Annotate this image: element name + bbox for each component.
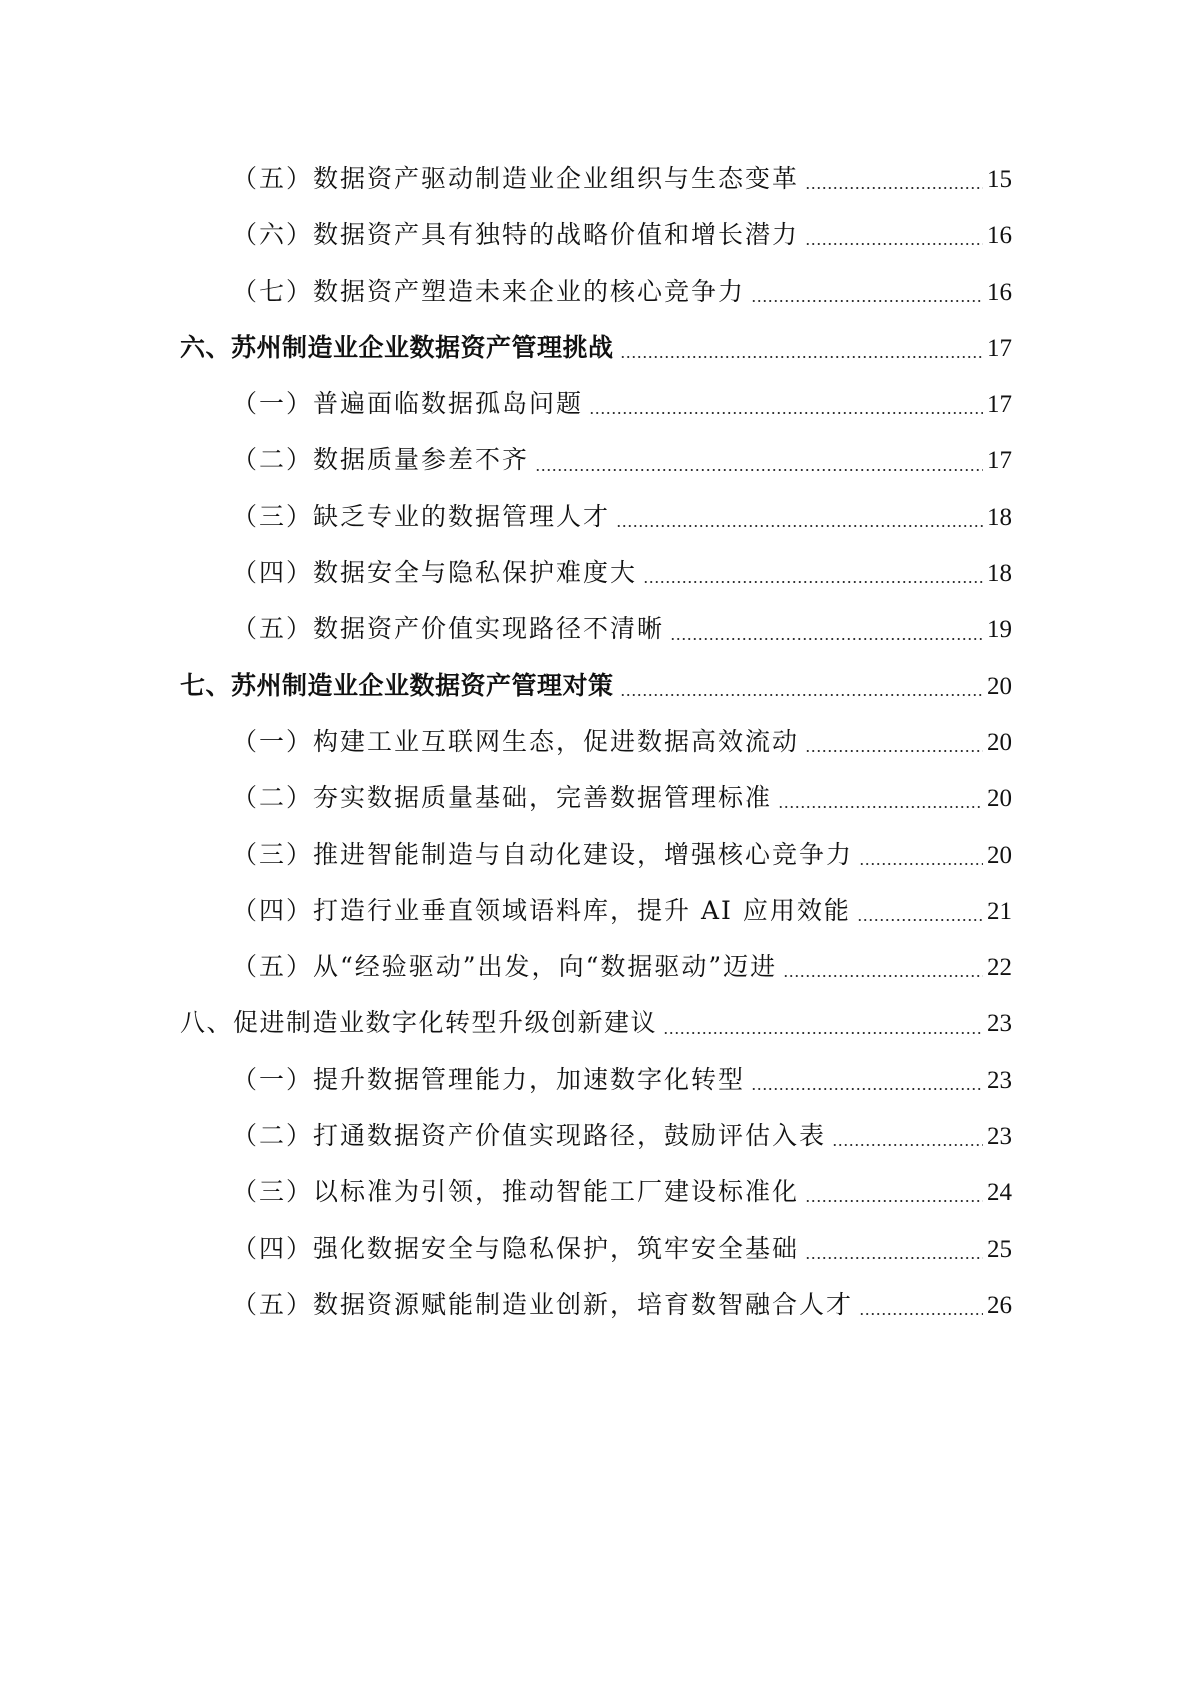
toc-entry-title: （三）缺乏专业的数据管理人才 — [232, 501, 611, 531]
toc-chapter-entry[interactable] — [180, 658, 1012, 714]
toc-entry-title: （三）推进智能制造与自动化建设，增强核心竞争力 — [232, 839, 854, 869]
toc-entry-title: （一）提升数据管理能力，加速数字化转型 — [232, 1064, 746, 1094]
toc-entry-title: （六）数据资产具有独特的战略价值和增长潜力 — [232, 220, 800, 250]
dot-leader — [589, 410, 983, 416]
toc-entry[interactable] — [180, 1164, 1012, 1220]
toc-entry[interactable] — [180, 770, 1012, 826]
toc-entry[interactable] — [180, 601, 1012, 657]
dot-leader — [643, 579, 983, 585]
toc-entry[interactable] — [180, 489, 1012, 545]
toc-entry-title: （一）构建工业互联网生态，促进数据高效流动 — [232, 726, 800, 756]
toc-entry[interactable] — [180, 151, 1012, 207]
toc-entry-page: 20 — [987, 841, 1012, 869]
toc-entry-page: 19 — [987, 616, 1012, 644]
toc-entry-title: （七）数据资产塑造未来企业的核心竞争力 — [232, 276, 746, 306]
toc-entry-title: （四）打造行业垂直领域语料库，提升 AI 应用效能 — [232, 895, 851, 925]
toc-entry-title: （三）以标准为引领，推动智能工厂建设标准化 — [232, 1177, 800, 1207]
toc-entry-page: 23 — [987, 1123, 1012, 1151]
dot-leader — [535, 467, 983, 473]
dot-leader — [857, 917, 983, 923]
dot-leader — [620, 354, 983, 360]
toc-entry-title: （二）打通数据资产价值实现路径，鼓励评估入表 — [232, 1121, 827, 1151]
dot-leader — [778, 804, 983, 810]
toc-entry-page: 23 — [987, 1066, 1012, 1094]
toc-entry-title: （五）数据资产驱动制造业企业组织与生态变革 — [232, 164, 800, 193]
dot-leader — [805, 1255, 983, 1261]
toc-entry-title: （四）数据安全与隐私保护难度大 — [232, 558, 638, 588]
toc-entry-page: 18 — [987, 560, 1012, 588]
toc-entry-page: 17 — [987, 391, 1012, 419]
toc-entry-page: 21 — [987, 897, 1012, 925]
toc-entry-page: 20 — [987, 672, 1012, 700]
dot-leader — [805, 748, 983, 754]
toc-entry[interactable] — [180, 376, 1012, 432]
dot-leader — [620, 692, 983, 698]
toc-entry[interactable] — [180, 1108, 1012, 1164]
toc-entry-page: 20 — [987, 728, 1012, 756]
table-of-contents — [180, 151, 1012, 1333]
dot-leader — [751, 298, 983, 304]
dot-leader — [859, 861, 983, 867]
toc-entry-page: 23 — [987, 1010, 1012, 1038]
dot-leader — [751, 1086, 983, 1092]
toc-entry[interactable] — [180, 264, 1012, 320]
toc-entry-title: （五）从“经验驱动”出发，向“数据驱动”迈进 — [232, 952, 778, 982]
toc-entry[interactable] — [180, 432, 1012, 488]
toc-chapter-entry[interactable] — [180, 995, 1012, 1051]
toc-entry-title: （二）数据质量参差不齐 — [232, 445, 530, 475]
toc-entry-page: 18 — [987, 503, 1012, 531]
dot-leader — [783, 973, 983, 979]
toc-entry[interactable] — [180, 545, 1012, 601]
dot-leader — [663, 1030, 983, 1036]
toc-entry-page: 17 — [987, 334, 1012, 362]
toc-entry-page: 15 — [987, 166, 1012, 193]
toc-entry-title: 六、苏州制造业企业数据资产管理挑战 — [180, 332, 614, 362]
toc-entry-page: 22 — [987, 954, 1012, 982]
dot-leader — [616, 523, 983, 529]
toc-entry-title: （二）夯实数据质量基础，完善数据管理标准 — [232, 783, 773, 813]
toc-entry[interactable] — [180, 207, 1012, 263]
dot-leader — [805, 1198, 983, 1204]
toc-entry-title: （五）数据资源赋能制造业创新，培育数智融合人才 — [232, 1289, 854, 1319]
toc-entry[interactable] — [180, 1277, 1012, 1333]
toc-chapter-entry[interactable] — [180, 320, 1012, 376]
toc-entry[interactable] — [180, 827, 1012, 883]
toc-entry[interactable] — [180, 883, 1012, 939]
dot-leader — [805, 185, 983, 191]
dot-leader — [805, 241, 983, 247]
toc-entry[interactable] — [180, 1221, 1012, 1277]
toc-entry[interactable] — [180, 714, 1012, 770]
toc-entry-title: （一）普遍面临数据孤岛问题 — [232, 389, 584, 419]
toc-entry[interactable] — [180, 1052, 1012, 1108]
toc-entry-page: 16 — [987, 278, 1012, 306]
dot-leader — [859, 1311, 983, 1317]
toc-entry-page: 16 — [987, 222, 1012, 250]
toc-entry-title: 七、苏州制造业企业数据资产管理对策 — [180, 670, 614, 700]
dot-leader — [670, 636, 983, 642]
toc-entry-page: 20 — [987, 785, 1012, 813]
dot-leader — [832, 1142, 983, 1148]
toc-entry-title: （四）强化数据安全与隐私保护，筑牢安全基础 — [232, 1233, 800, 1263]
toc-entry-page: 24 — [987, 1179, 1012, 1207]
toc-entry-title: （五）数据资产价值实现路径不清晰 — [232, 614, 665, 644]
toc-entry[interactable] — [180, 939, 1012, 995]
toc-entry-page: 25 — [987, 1235, 1012, 1263]
toc-entry-page: 17 — [987, 447, 1012, 475]
toc-entry-title: 八、促进制造业数字化转型升级创新建议 — [180, 1008, 658, 1038]
toc-entry-page: 26 — [987, 1291, 1012, 1319]
